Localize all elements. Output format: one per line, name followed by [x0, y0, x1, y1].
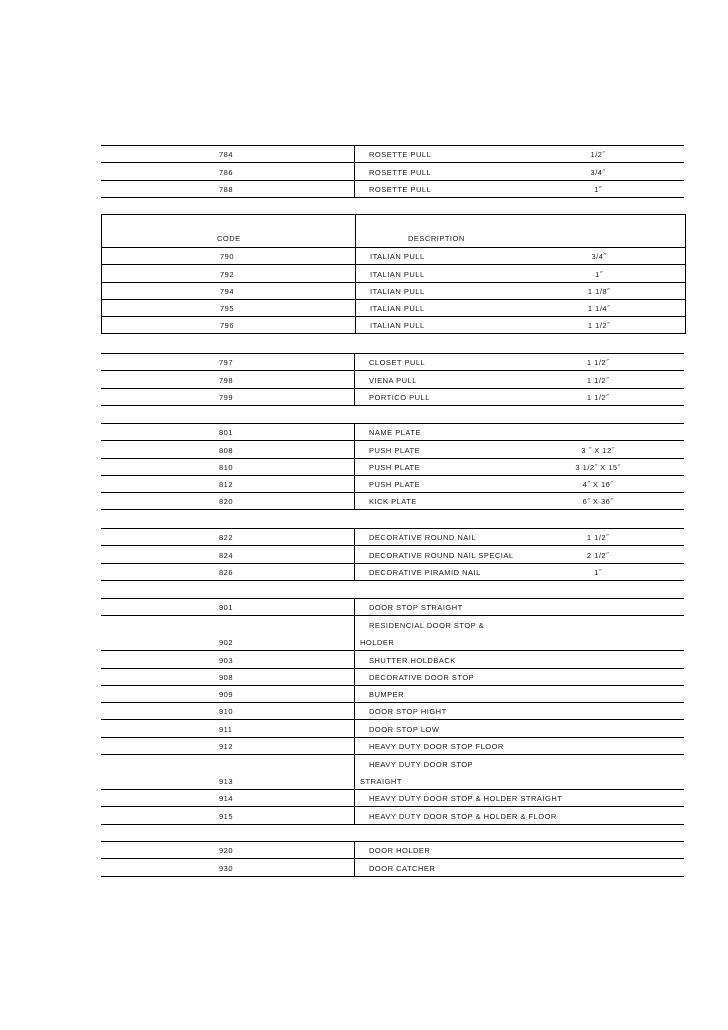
column-divider	[354, 441, 355, 457]
table-row	[101, 703, 684, 720]
item-size: 1˝	[594, 567, 602, 577]
table-row	[101, 669, 684, 686]
column-divider	[354, 669, 355, 685]
table-group-6	[101, 598, 684, 825]
item-code: 913	[219, 777, 234, 787]
item-code: 911	[219, 724, 233, 734]
item-size: 4˝ X 16˝	[582, 480, 614, 490]
item-size: 1 1/2˝	[587, 321, 611, 331]
header-description-label: DESCRIPTION	[408, 234, 465, 243]
item-code: 915	[219, 811, 234, 821]
column-divider	[354, 529, 355, 545]
column-divider	[355, 317, 356, 333]
item-description: PORTICO PULL	[369, 392, 430, 402]
item-code: 799	[219, 392, 234, 402]
column-divider	[354, 807, 355, 823]
item-description: ROSETTE PULL	[369, 150, 432, 160]
table-row	[102, 317, 685, 334]
table-group-7	[101, 841, 684, 877]
table-group-1	[101, 145, 684, 198]
column-divider	[354, 686, 355, 702]
item-description: NAME PLATE	[369, 428, 421, 438]
table-row	[101, 389, 684, 406]
column-divider	[355, 215, 356, 247]
table-row	[101, 738, 684, 755]
item-code: 801	[219, 428, 234, 438]
column-divider	[355, 265, 356, 281]
table-row	[101, 807, 684, 824]
item-size: 3 1/2˝ X 15˝	[575, 462, 621, 472]
item-code: 826	[219, 567, 234, 577]
item-description: DOOR CATCHER	[369, 863, 436, 873]
table-group-4	[101, 423, 684, 510]
item-description: ITALIAN PULL	[370, 304, 425, 314]
column-divider	[355, 300, 356, 316]
table-header-row	[102, 215, 685, 248]
column-divider	[354, 859, 355, 875]
item-code: 784	[219, 150, 234, 160]
table-row	[101, 441, 684, 458]
item-description: DECORATIVE PIRAMID NAIL	[369, 567, 481, 577]
item-description: ITALIAN PULL	[370, 286, 425, 296]
item-code: 788	[219, 184, 234, 194]
item-size: 3/4˝	[591, 252, 607, 262]
table-row	[101, 616, 684, 651]
item-code: 810	[219, 462, 234, 472]
item-description: ITALIAN PULL	[370, 269, 425, 279]
table-row	[101, 529, 684, 546]
item-size: 1 1/2˝	[586, 358, 610, 368]
table-row	[101, 459, 684, 476]
table-row	[101, 686, 684, 703]
item-size: 1 1/2˝	[586, 533, 610, 543]
item-description: PUSH PLATE	[369, 445, 421, 455]
item-description-line1: RESIDENCIAL DOOR STOP &	[369, 621, 485, 631]
item-code: 910	[219, 707, 234, 717]
item-code: 786	[219, 167, 234, 177]
column-divider	[354, 616, 355, 650]
item-description: DECORATIVE DOOR STOP	[369, 672, 475, 682]
column-divider	[354, 371, 355, 387]
column-divider	[354, 546, 355, 562]
item-size: 1 1/2˝	[586, 392, 610, 402]
item-code: 808	[219, 445, 234, 455]
table-row	[102, 248, 685, 265]
table-row	[101, 720, 684, 737]
item-description: ITALIAN PULL	[370, 252, 425, 262]
item-code: 912	[219, 742, 234, 752]
table-row	[101, 181, 684, 198]
item-code: 794	[220, 286, 235, 296]
item-description: KICK PLATE	[369, 497, 417, 507]
column-divider	[354, 181, 355, 197]
column-divider	[354, 163, 355, 179]
item-description: ROSETTE PULL	[369, 184, 432, 194]
header-code-label: CODE	[217, 234, 241, 243]
table-row	[101, 755, 684, 790]
table-row	[101, 842, 684, 859]
table-group-5	[101, 528, 684, 581]
item-description: ROSETTE PULL	[369, 167, 432, 177]
table-row	[101, 546, 684, 563]
item-size: 1/2˝	[590, 150, 606, 160]
item-size: 1 1/8˝	[587, 286, 611, 296]
table-row	[101, 651, 684, 668]
item-description: DOOR STOP HIGHT	[369, 707, 447, 717]
item-description: PUSH PLATE	[369, 480, 421, 490]
item-size: 1˝	[595, 269, 603, 279]
item-description: HEAVY DUTY DOOR STOP FLOOR	[369, 742, 504, 752]
item-description: SHUTTER HOLDBACK	[369, 655, 456, 665]
item-size: 1 1/4˝	[587, 304, 611, 314]
item-code: 920	[219, 846, 234, 856]
table-group-2	[101, 214, 686, 334]
column-divider	[354, 720, 355, 736]
table-row	[102, 265, 685, 282]
item-code: 820	[219, 497, 234, 507]
column-divider	[354, 476, 355, 492]
item-size: 1 1/2˝	[586, 375, 610, 385]
item-description: PUSH PLATE	[369, 462, 421, 472]
column-divider	[354, 564, 355, 580]
item-code: 790	[220, 252, 235, 262]
item-code: 797	[219, 358, 234, 368]
column-divider	[354, 738, 355, 754]
item-code: 908	[219, 672, 234, 682]
item-code: 796	[220, 321, 235, 331]
item-description: DOOR STOP LOW	[369, 724, 440, 734]
item-code: 792	[220, 269, 235, 279]
item-size: 1˝	[594, 184, 602, 194]
item-code: 812	[219, 480, 234, 490]
column-divider	[354, 354, 355, 370]
item-code: 930	[219, 863, 234, 873]
column-divider	[355, 283, 356, 299]
item-description: HEAVY DUTY DOOR STOP & HOLDER STRAIGHT	[369, 794, 563, 804]
table-row	[101, 146, 684, 163]
table-row	[101, 790, 684, 807]
item-code: 798	[219, 375, 234, 385]
item-code: 909	[219, 690, 234, 700]
column-divider	[354, 146, 355, 162]
column-divider	[354, 389, 355, 405]
item-size: 6˝ X 36˝	[582, 497, 614, 507]
item-description: DECORATIVE ROUND NAIL SPECIAL	[369, 550, 514, 560]
item-code: 822	[219, 533, 234, 543]
item-code: 795	[220, 304, 235, 314]
column-divider	[354, 459, 355, 475]
item-size: 3 ˝ X 12˝	[581, 445, 615, 455]
table-row	[101, 163, 684, 180]
table-row	[101, 371, 684, 388]
table-row	[101, 859, 684, 876]
column-divider	[354, 790, 355, 806]
column-divider	[354, 424, 355, 440]
column-divider	[354, 599, 355, 615]
column-divider	[354, 842, 355, 858]
table-row	[101, 476, 684, 493]
item-description: BUMPER	[369, 690, 405, 700]
table-row	[102, 300, 685, 317]
item-description: DOOR STOP STRAIGHT	[369, 603, 463, 613]
item-description: CLOSET PULL	[369, 358, 426, 368]
table-row	[102, 283, 685, 300]
item-description: DECORATIVE ROUND NAIL	[369, 533, 477, 543]
item-description-line1: HEAVY DUTY DOOR STOP	[369, 760, 474, 770]
column-divider	[354, 703, 355, 719]
table-row	[101, 599, 684, 616]
item-size: 2 1/2˝	[586, 550, 610, 560]
table-row	[101, 564, 684, 581]
item-description: HEAVY DUTY DOOR STOP & HOLDER & FLOOR	[369, 811, 557, 821]
table-row	[101, 424, 684, 441]
column-divider	[354, 755, 355, 789]
item-code: 914	[219, 794, 234, 804]
item-code: 824	[219, 550, 234, 560]
item-code: 901	[219, 603, 234, 613]
item-description: ITALIAN PULL	[370, 321, 425, 331]
item-description: VIENA PULL	[369, 375, 417, 385]
item-code: 903	[219, 655, 234, 665]
item-description-line2: HOLDER	[360, 638, 395, 648]
table-row	[101, 354, 684, 371]
item-size: 3/4˝	[590, 167, 606, 177]
item-description-line2: STRAIGHT	[360, 777, 402, 787]
column-divider	[354, 651, 355, 667]
column-divider	[354, 493, 355, 509]
column-divider	[355, 248, 356, 264]
item-code: 902	[219, 638, 234, 648]
table-group-3	[101, 353, 684, 406]
item-description: DOOR HOLDER	[369, 846, 431, 856]
table-row	[101, 493, 684, 510]
